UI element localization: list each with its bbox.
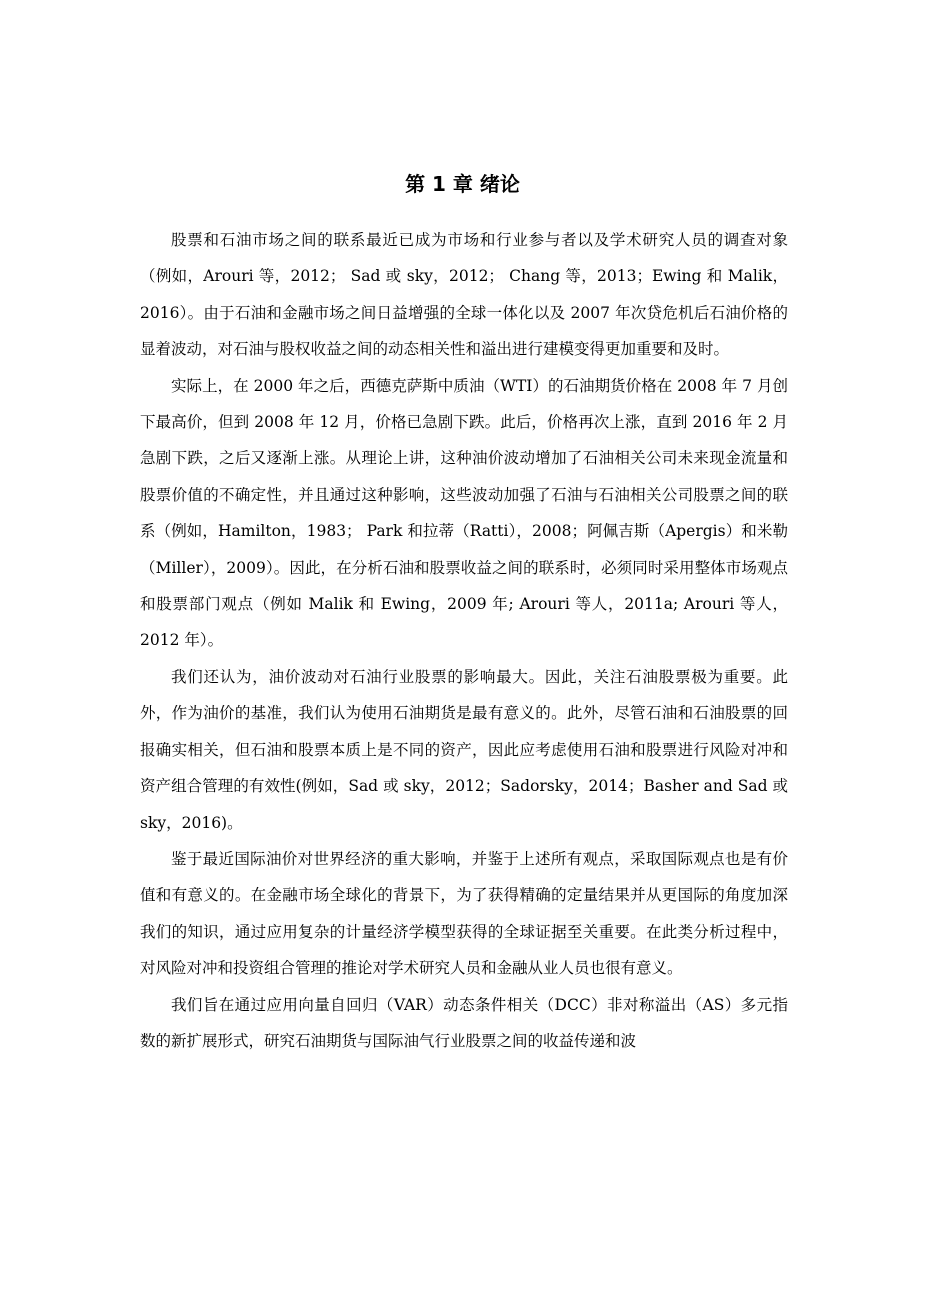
paragraph: 股票和石油市场之间的联系最近已成为市场和行业参与者以及学术研究人员的调查对象（例如，Arouri 等，2012； Sad 或 sky，2012； Chang 等，2013；Ewing 和 Malik， 2016）。由于石油和金融市场之间日益增强的全球一体化以及 2007 年次贷危机后石油价格的显着波动，对石油与股权收益之间的动态相关性和溢出进行建模变得更加重要和及时。: [140, 231, 788, 359]
paragraph: 我们还认为，油价波动对石油行业股票的影响最大。因此，关注石油股票极为重要。此外，作为油价的基准，我们认为使用石油期货是最有意义的。此外，尽管石油和石油股票的回报确实相关，但石油和股票本质上是不同的资产，因此应考虑使用石油和股票进行风险对冲和资产组合管理的有效性(例如，Sad 或 sky，2012；Sadorsky，2014；Basher and Sad 或 sky，2016)。: [140, 667, 788, 832]
chapter-title: 第 1 章 绪论: [405, 172, 520, 196]
paragraph: 我们旨在通过应用向量自回归（VAR）动态条件相关（DCC）非对称溢出（AS）多元指数的新扩展形式，研究石油期货与国际油气行业股票之间的收益传递和波: [140, 995, 788, 1050]
paragraph: 实际上，在 2000 年之后，西德克萨斯中质油（WTI）的石油期货价格在 2008 年 7 月创下最高价，但到 2008 年 12 月，价格已急剧下跌。此后，价格再次上涨，直到 2016 年 2 月急剧下跌，之后又逐渐上涨。从理论上讲，这种油价波动增加了石油相关公司未来现金流量和股票价值的不确定性，并且通过这种影响，这些波动加强了石油与石油相关公司股票之间的联系（例如，Hamilton，1983； Park 和拉蒂（Ratti），2008；阿佩吉斯（Apergis）和米勒（Miller），2009）。因此，在分析石油和股票收益之间的联系时，必须同时采用整体市场观点和股票部门观点（例如 Malik 和 Ewing，2009 年; Arouri 等人，2011a; Arouri 等人，2012 年）。: [140, 376, 788, 650]
body-text: [140, 222, 788, 1059]
paragraph: 鉴于最近国际油价对世界经济的重大影响，并鉴于上述所有观点，采取国际观点也是有价值和有意义的。在金融市场全球化的背景下，为了获得精确的定量结果并从更国际的角度加深我们的知识，通过应用复杂的计量经济学模型获得的全球证据至关重要。在此类分析过程中，对风险对冲和投资组合管理的推论对学术研究人员和金融从业人员也很有意义。: [140, 849, 788, 978]
